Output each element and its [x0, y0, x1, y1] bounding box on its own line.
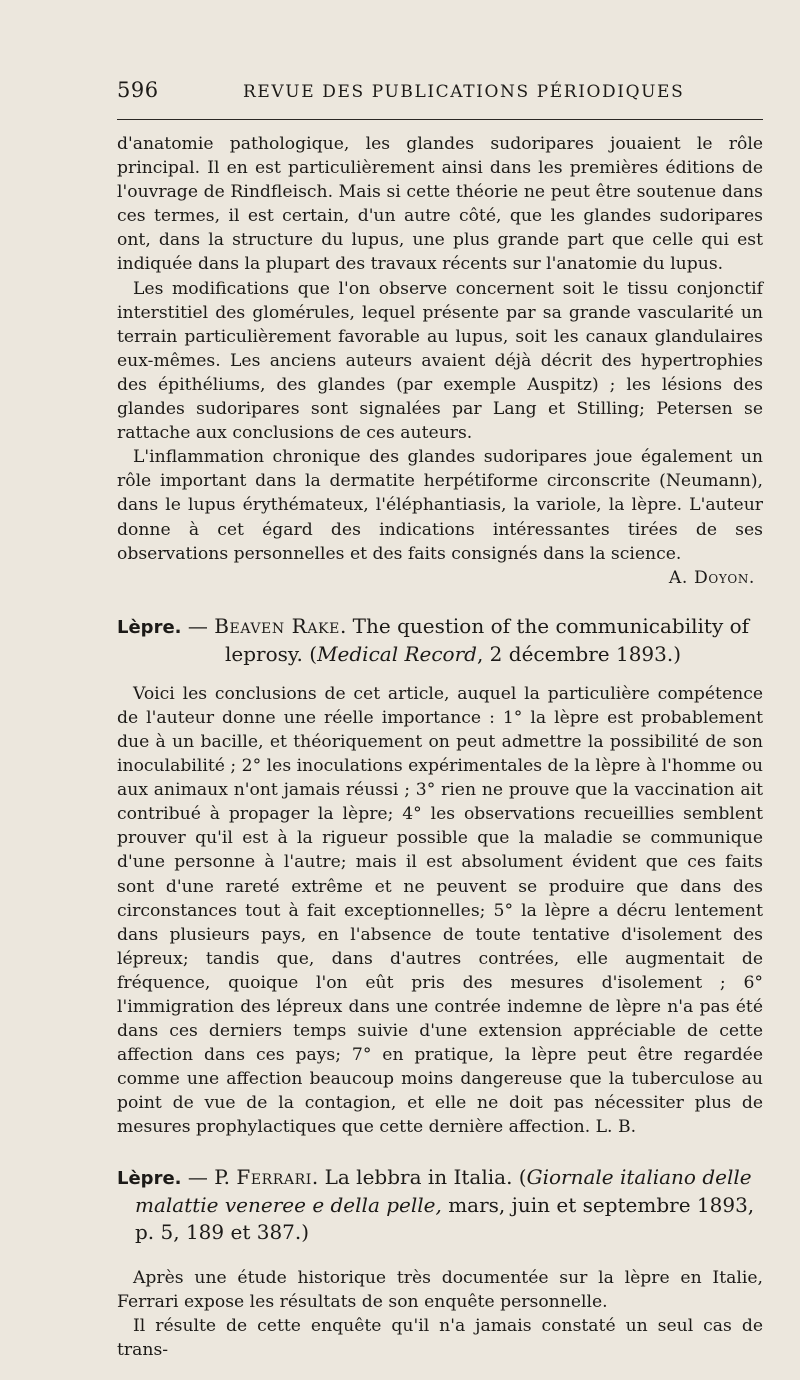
body-paragraph: d'anatomie pathologique, les glandes sudoripares jouaient le rôle principal. Il en est particulièrement ainsi dans les premières éditions de l'ouvrage de Rindfleisch. Mais si cette théorie ne peut être soutenue dans ces termes, il est certain, d'un autre côté, que les glandes sudoripares ont, dans la structure du lupus, une plus grande part que celle qui est indiquée dans la plupart des travaux récents sur l'anatomie du lupus. — [117, 134, 763, 275]
section-keyword: Lèpre. — [117, 616, 182, 638]
article-title: . La lebbra in Italia. ( — [311, 1164, 527, 1189]
journal-page — [117, 68, 763, 1362]
article-signature: A. Doyon. — [668, 567, 755, 588]
body-paragraph: Après une étude historique très documentée sur la lèpre en Italie, Ferrari expose les résultats de son enquête personnelle. — [117, 1267, 763, 1312]
article-heading: Lèpre. — Beaven Rake. The question of the communicability of leprosy. (Medical Record, 2 décembre 1893.) — [117, 613, 750, 666]
body-paragraph: Voici les conclusions de cet article, auquel la particulière compétence de l'auteur donne une réelle importance : 1° la lèpre est probablement due à un bacille, et théoriquement on peut admettre la possibilité de son inoculabilité ; 2° les inoculations expérimentales de la lèpre à l'homme ou aux animaux n'ont jamais réussi ; 3° rien ne prouve que la vaccination ait contribué à propager la lèpre; 4° les observations recueillies semblent prouver qu'il est à la rigueur possible que la maladie se communique d'une personne à l'autre; mais il est absolument évident que ces faits sont d'une rareté extrême et ne peuvent se produire que dans des circonstances tout à fait exceptionnelles; 5° la lèpre a décru lentement dans plusieurs pays, en l'absence de toute tentative d'isolement des lépreux; tandis que, dans d'autres contrées, elle augmentait de fréquence, quoique l'on eût pris des mesures d'isolement ; 6° l'immigration des lépreux dans une contrée indemne de lèpre n'a pas été dans ces derniers temps suivie d'une extension appréciable de cette affection dans ces pays; 7° en pratique, la lèpre peut être regardée comme une affection beaucoup moins dangereuse que la tuberculose au point de vue de la contagion, et elle ne doit pas nécessiter plus de mesures prophylactiques que cette dernière affection. L. B. — [117, 683, 763, 1138]
page-number: 596 — [117, 78, 159, 102]
article-title: . The question of the communicability of leprosy. ( — [225, 613, 750, 666]
body-paragraph: L'inflammation chronique des glandes sudoripares joue également un rôle important dans la dermatite herpétiforme circonscrite (Neumann), dans le lupus érythémateux, l'éléphantiasis, la variole, la lèpre. L'auteur donne à cet égard des indications intéressantes tirées de ses observations personnelles et des faits consignés dans la science. — [117, 447, 763, 564]
article-author: Ferrari — [236, 1164, 312, 1189]
article-author: Beaven Rake — [214, 613, 340, 638]
journal-title: REVUE DES PUBLICATIONS PÉRIODIQUES — [243, 82, 685, 102]
article-heading: Lèpre. — P. Ferrari. La lebbra in Italia. (Giornale italiano delle malattie veneree e della pelle, mars, juin et septembre 1893, p. 5, 189 et 387.) — [117, 1164, 755, 1244]
body-paragraph: Il résulte de cette enquête qu'il n'a jamais constaté un seul cas de trans- — [117, 1315, 763, 1360]
running-header — [117, 68, 763, 108]
journal-name: Giornale italiano delle malattie veneree e della pelle, — [135, 1164, 752, 1217]
journal-name: Medical Record — [317, 641, 477, 666]
header-rule — [117, 119, 763, 120]
body-paragraph: Les modifications que l'on observe concernent soit le tissu conjonctif interstitiel des glomérules, lequel présente par sa grande vascularité un terrain particulièrement favorable au lupus, soit les canaux glandulaires eux-mêmes. Les anciens auteurs avaient déjà décrit des hypertrophies des épithéliums, des glandes (par exemple Auspitz) ; les lésions des glandes sudoripares sont signalées par Lang et Stilling; Petersen se rattache aux conclusions de ces auteurs. — [117, 278, 763, 444]
publication-date: , 2 décembre 1893.) — [476, 641, 682, 666]
section-keyword: Lèpre. — [117, 1167, 182, 1189]
publication-date: mars, juin et septembre 1893, p. 5, 189 et 387.) — [135, 1192, 755, 1244]
